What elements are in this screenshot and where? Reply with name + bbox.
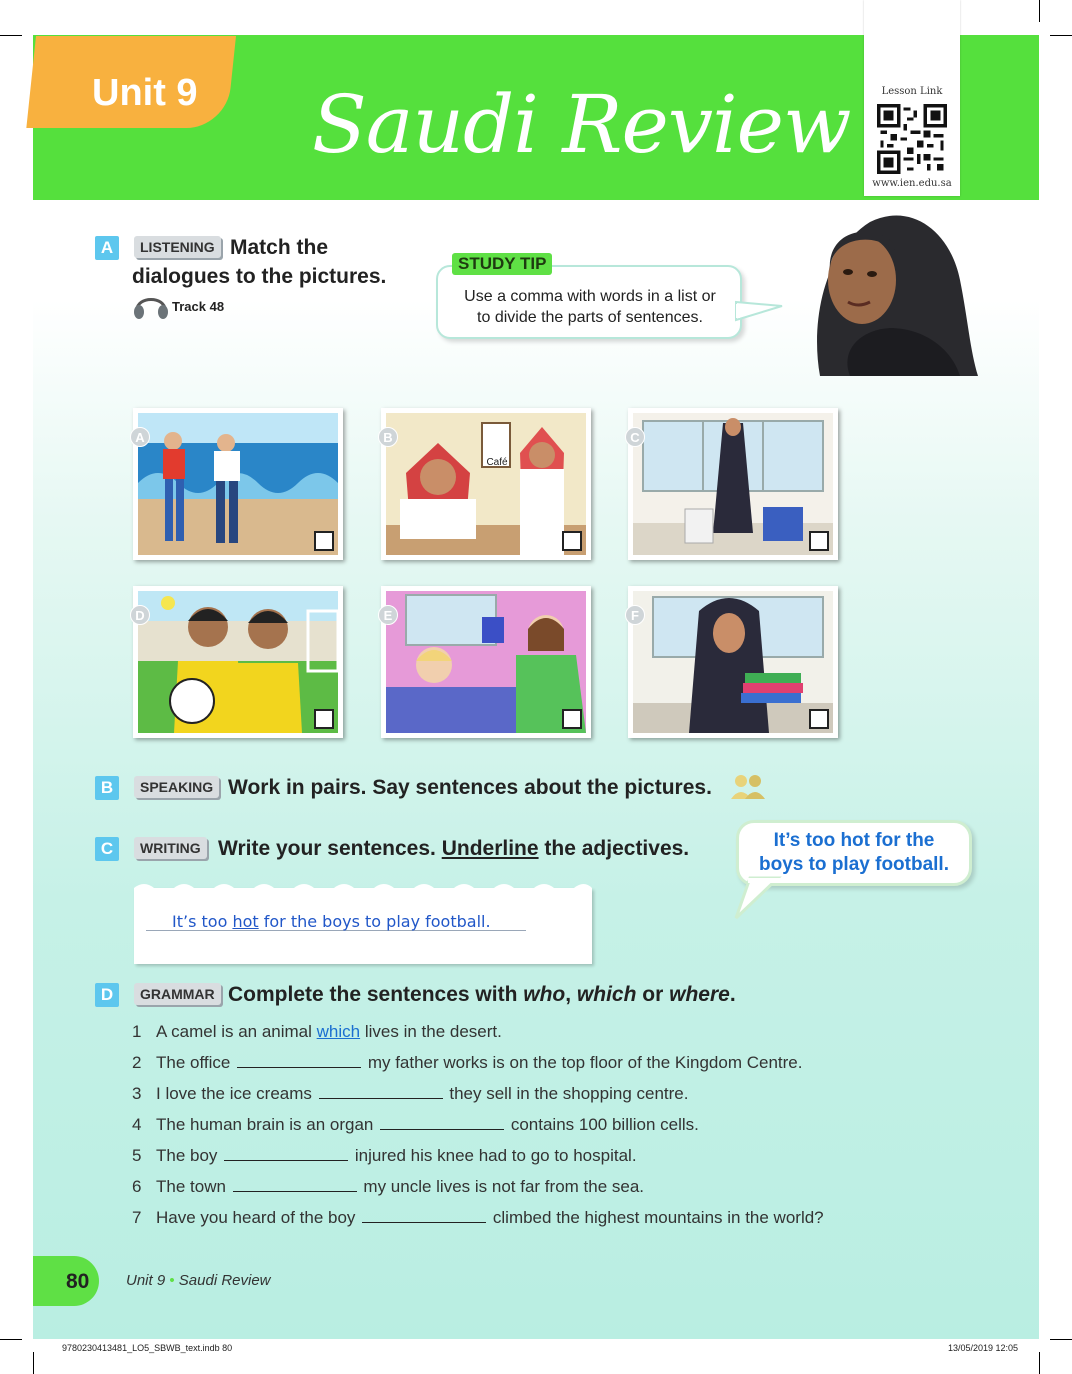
item-after: lives in the desert. [364, 1022, 502, 1041]
page-number: 80 [66, 1270, 90, 1293]
list-item [132, 1022, 892, 1053]
unit-label: Unit 9 [92, 72, 198, 114]
list-item [132, 1084, 892, 1115]
crop-mark [0, 35, 22, 36]
crop-mark [1039, 1352, 1040, 1374]
item-number: 4 [132, 1115, 142, 1134]
page-title: Saudi Review [312, 78, 851, 171]
notepad-torn-edge [134, 880, 592, 894]
bubble-line2: boys to play football. [758, 854, 949, 875]
speech-bubble-tail [734, 878, 784, 920]
study-tip-line2: to divide the parts of sentences. [477, 309, 703, 326]
grammar-label: GRAMMAR [134, 983, 221, 1005]
answer-blank[interactable] [319, 1085, 443, 1099]
sick-girl-illustration [386, 591, 586, 733]
qr-code-icon [877, 104, 947, 174]
crop-mark [1050, 1339, 1072, 1340]
item-number: 1 [132, 1022, 142, 1041]
example-pre: It’s too [172, 912, 228, 931]
item-before: The office [156, 1053, 231, 1072]
picture-e-checkbox[interactable] [562, 709, 582, 729]
beach-boys-illustration [138, 413, 338, 555]
item-after: injured his knee had to go to hospital. [354, 1146, 637, 1165]
item-after: my father works is on the top floor of the Kingdom Centre. [367, 1053, 803, 1072]
item-number: 6 [132, 1177, 142, 1196]
cafe-sign: Café [486, 457, 508, 468]
footer-title [126, 1272, 271, 1289]
item-before: The town [156, 1177, 226, 1196]
section-a-letter: A [95, 236, 119, 260]
lesson-link-url: www.ien.edu.sa [872, 178, 952, 189]
item-after: contains 100 billion cells. [510, 1115, 699, 1134]
picture-a [133, 408, 343, 560]
section-c-heading-pre: Write your sentences. [218, 837, 436, 860]
footer-page-title: Saudi Review [178, 1272, 271, 1289]
bubble-line1: It’s too hot for the [773, 830, 935, 851]
item-before: The boy [156, 1146, 218, 1165]
list-item [132, 1146, 892, 1177]
track-label: Track 48 [172, 299, 225, 314]
item-after: they sell in the shopping centre. [449, 1084, 689, 1103]
item-before: A camel is an animal [156, 1022, 312, 1041]
list-item [132, 1177, 892, 1208]
section-b-letter: B [95, 776, 119, 800]
item-number: 7 [132, 1208, 142, 1227]
picture-e-letter: E [378, 605, 398, 625]
item-after: climbed the highest mountains in the world? [492, 1208, 824, 1227]
list-item [132, 1208, 892, 1239]
study-tip-label: STUDY TIP [452, 253, 552, 275]
footer-unit: Unit 9 [126, 1272, 166, 1289]
shopping-woman-illustration [633, 413, 833, 555]
speech-bubble-text [740, 829, 968, 877]
crop-mark [1039, 0, 1040, 22]
picture-e [381, 586, 591, 738]
section-d-heading: Complete the sentences with who, which or where. [228, 983, 736, 1006]
study-tip-pointer [736, 300, 782, 322]
item-after: my uncle lives is not far from the sea. [363, 1177, 645, 1196]
picture-f-letter: F [625, 605, 645, 625]
crop-mark [33, 1352, 34, 1374]
answer-blank[interactable] [362, 1209, 486, 1223]
footer-separator: • [169, 1272, 175, 1289]
list-item [132, 1053, 892, 1084]
crop-mark [1050, 35, 1072, 36]
cafe-men-illustration [386, 413, 586, 555]
print-slug-date: 13/05/2019 12:05 [948, 1343, 1019, 1353]
lesson-link-label: Lesson Link [881, 86, 943, 97]
section-c-heading-post: the adjectives. [544, 837, 690, 860]
grammar-exercise-list [132, 1022, 892, 1239]
item-before: Have you heard of the boy [156, 1208, 356, 1227]
list-item [132, 1115, 892, 1146]
item-answer: which [316, 1022, 361, 1041]
answer-blank[interactable] [237, 1054, 361, 1068]
item-number: 3 [132, 1084, 142, 1103]
speaking-label: SPEAKING [134, 776, 219, 798]
answer-blank[interactable] [233, 1178, 357, 1192]
studying-girl-illustration [633, 591, 833, 733]
section-c-letter: C [95, 837, 119, 861]
item-number: 2 [132, 1053, 142, 1072]
writing-example [172, 912, 491, 931]
section-c-heading [218, 837, 689, 861]
crop-mark [0, 1339, 22, 1340]
football-boys-illustration [138, 591, 338, 733]
section-d-letter: D [95, 983, 119, 1007]
keyword-which: which [576, 983, 637, 1006]
picture-a-checkbox[interactable] [314, 531, 334, 551]
section-d-heading-pre: Complete the sentences with [228, 983, 518, 1006]
answer-blank[interactable] [224, 1147, 348, 1161]
picture-c-letter: C [625, 427, 645, 447]
picture-c [628, 408, 838, 560]
picture-c-checkbox[interactable] [809, 531, 829, 551]
picture-d [133, 586, 343, 738]
section-b-heading: Work in pairs. Say sentences about the pictures. [228, 776, 712, 799]
section-c-heading-underline: Underline [441, 837, 539, 860]
headphones-icon[interactable] [132, 290, 170, 320]
answer-blank[interactable] [380, 1116, 504, 1130]
study-tip-text [444, 286, 736, 328]
picture-b [381, 408, 591, 560]
picture-f-checkbox[interactable] [809, 709, 829, 729]
pair-work-icon [730, 773, 766, 799]
section-a-heading-line2: dialogues to the pictures. [132, 265, 387, 288]
lesson-link-card[interactable] [864, 0, 960, 196]
section-a-heading: Match the [230, 236, 329, 259]
listening-label: LISTENING [134, 236, 221, 258]
item-before: I love the ice creams [156, 1084, 312, 1103]
girl-illustration [800, 210, 978, 376]
picture-d-checkbox[interactable] [314, 709, 334, 729]
item-before: The human brain is an organ [156, 1115, 374, 1134]
study-tip-line1: Use a comma with words in a list or [464, 288, 716, 305]
picture-a-letter: A [130, 427, 150, 447]
picture-b-checkbox[interactable] [562, 531, 582, 551]
example-adjective: hot [232, 912, 259, 931]
keyword-connector: or [642, 983, 664, 1006]
example-post: for the boys to play football. [263, 912, 491, 931]
picture-f [628, 586, 838, 738]
keyword-who: who [523, 983, 566, 1006]
print-slug-file: 9780230413481_LO5_SBWB_text.indb 80 [62, 1343, 233, 1353]
item-number: 5 [132, 1146, 142, 1165]
writing-label: WRITING [134, 837, 207, 859]
picture-b-letter: B [378, 427, 398, 447]
keyword-where: where [669, 983, 730, 1006]
picture-d-letter: D [130, 605, 150, 625]
